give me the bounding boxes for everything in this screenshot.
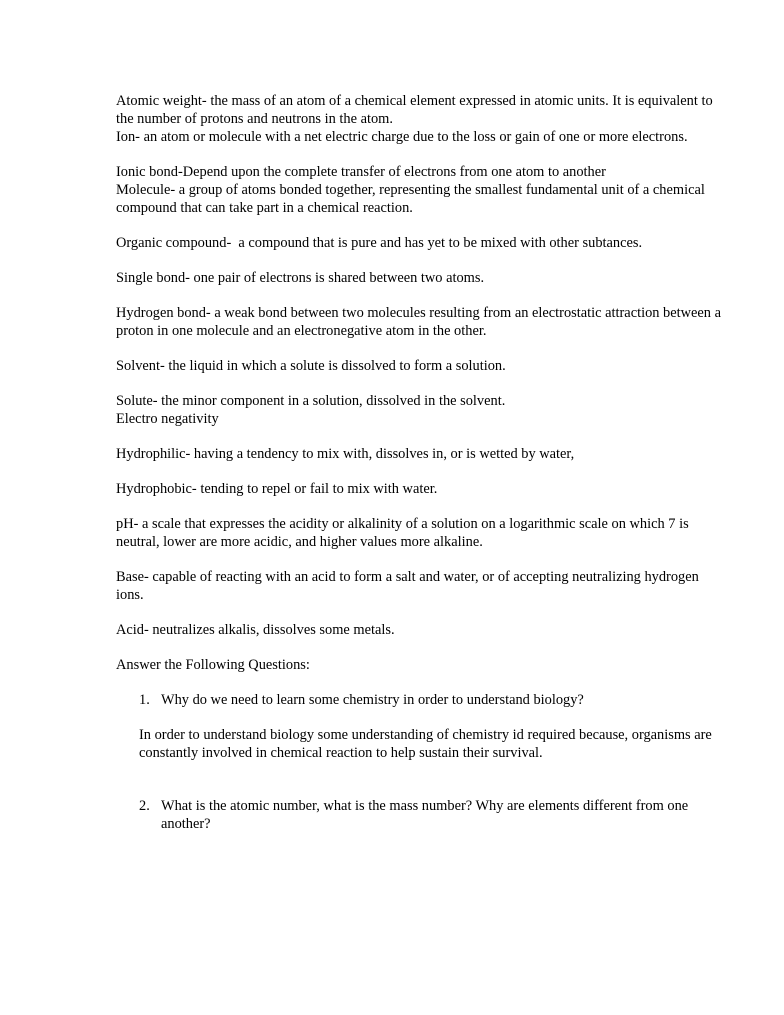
def-hydrogen-bond: Hydrogen bond- a weak bond between two molecules resulting from an electrostatic attraction between a proton in one molecule and an electronegative atom in the other.: [116, 305, 725, 339]
questions-heading: Answer the Following Questions:: [116, 657, 310, 673]
def-hydrophobic: Hydrophobic- tending to repel or fail to mix with water.: [116, 481, 438, 497]
document-body: [116, 92, 726, 833]
def-solute: Solute- the minor component in a solution, dissolved in the solvent.: [116, 393, 506, 409]
def-molecule: Molecule- a group of atoms bonded together, representing the smallest fundamental unit of a chemical compound that can take part in a chemical reaction.: [116, 182, 709, 216]
question-1-number: 1.: [139, 692, 150, 708]
def-ionic-bond: Ionic bond-Depend upon the complete transfer of electrons from one atom to another: [116, 164, 606, 180]
def-solvent: Solvent- the liquid in which a solute is dissolved to form a solution.: [116, 358, 506, 374]
question-2-text: What is the atomic number, what is the mass number? Why are elements different from one another?: [161, 798, 692, 832]
question-2: [116, 797, 726, 833]
def-single-bond: Single bond- one pair of electrons is shared between two atoms.: [116, 270, 485, 286]
question-1-text: Why do we need to learn some chemistry in order to understand biology?: [161, 692, 584, 708]
def-acid: Acid- neutralizes alkalis, dissolves some metals.: [116, 622, 395, 638]
def-ion: Ion- an atom or molecule with a net electric charge due to the loss or gain of one or more electrons.: [116, 129, 688, 145]
def-ph: pH- a scale that expresses the acidity or alkalinity of a solution on a logarithmic scale on which 7 is neutral, lower are more acidic, and higher values more alkaline.: [116, 516, 693, 550]
def-base: Base- capable of reacting with an acid to form a salt and water, or of accepting neutralizing hydrogen ions.: [116, 569, 703, 603]
def-atomic-weight: Atomic weight- the mass of an atom of a chemical element expressed in atomic units. It is equivalent to the number of protons and neutrons in the atom.: [116, 93, 717, 127]
def-organic-compound: Organic compound- a compound that is pure and has yet to be mixed with other subtances.: [116, 235, 643, 251]
answer-1: In order to understand biology some understanding of chemistry id required because, organisms are constantly involved in chemical reaction to help sustain their survival.: [139, 727, 716, 761]
question-1: [116, 691, 726, 709]
question-2-number: 2.: [139, 798, 150, 814]
def-electronegativity: Electro negativity: [116, 411, 219, 427]
def-hydrophilic: Hydrophilic- having a tendency to mix with, dissolves in, or is wetted by water,: [116, 446, 575, 462]
